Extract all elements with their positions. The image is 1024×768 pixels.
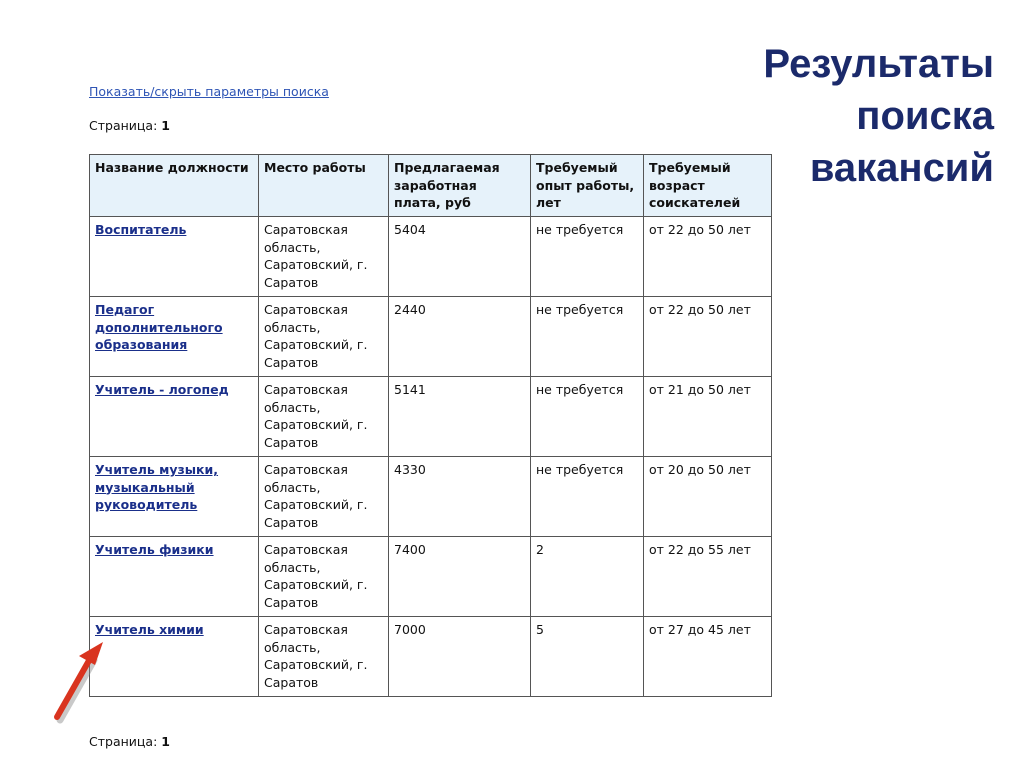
vacancy-link[interactable]: Учитель химии (95, 622, 204, 637)
table-row (90, 617, 772, 697)
column-header-experience: Требуемый опыт работы, лет (531, 155, 644, 217)
slide-title-line: вакансий (809, 146, 994, 190)
page-indicator-bottom (89, 734, 170, 749)
experience-cell: 5 (531, 617, 644, 697)
experience-cell: не требуется (531, 217, 644, 297)
salary-cell: 2440 (389, 297, 531, 377)
page-indicator-top (89, 118, 170, 133)
column-header-title: Название должности (90, 155, 259, 217)
workplace-cell: Саратовская область, Саратовский, г. Саратов (259, 537, 389, 617)
page-number: 1 (161, 118, 170, 133)
table-row (90, 297, 772, 377)
age-cell: от 22 до 55 лет (644, 537, 772, 617)
page-label: Страница: (89, 734, 158, 749)
age-cell: от 22 до 50 лет (644, 297, 772, 377)
experience-cell: не требуется (531, 297, 644, 377)
table-row (90, 377, 772, 457)
page-label: Страница: (89, 118, 158, 133)
column-header-salary: Предлагаемая заработная плата, руб (389, 155, 531, 217)
table-row (90, 217, 772, 297)
table-header-row (90, 155, 772, 217)
workplace-cell: Саратовская область, Саратовский, г. Саратов (259, 617, 389, 697)
page-number: 1 (161, 734, 170, 749)
table-row (90, 457, 772, 537)
age-cell: от 27 до 45 лет (644, 617, 772, 697)
salary-cell: 7400 (389, 537, 531, 617)
salary-cell: 5404 (389, 217, 531, 297)
experience-cell: 2 (531, 537, 644, 617)
table-row (90, 537, 772, 617)
column-header-place: Место работы (259, 155, 389, 217)
vacancy-link[interactable]: Учитель - логопед (95, 382, 229, 397)
slide-title-line: поиска (856, 94, 994, 138)
vacancy-link[interactable]: Воспитатель (95, 222, 187, 237)
workplace-cell: Саратовская область, Саратовский, г. Саратов (259, 457, 389, 537)
red-arrow-icon (48, 640, 118, 730)
slide-title-line: Результаты (763, 42, 994, 86)
age-cell: от 20 до 50 лет (644, 457, 772, 537)
vacancy-link[interactable]: Учитель физики (95, 542, 214, 557)
age-cell: от 21 до 50 лет (644, 377, 772, 457)
experience-cell: не требуется (531, 457, 644, 537)
column-header-age: Требуемый возраст соискателей (644, 155, 772, 217)
vacancy-link[interactable]: Педагог дополнительного образования (95, 302, 223, 352)
workplace-cell: Саратовская область, Саратовский, г. Саратов (259, 217, 389, 297)
toggle-search-params-link[interactable]: Показать/скрыть параметры поиска (89, 84, 329, 99)
workplace-cell: Саратовская область, Саратовский, г. Саратов (259, 297, 389, 377)
salary-cell: 5141 (389, 377, 531, 457)
salary-cell: 4330 (389, 457, 531, 537)
age-cell: от 22 до 50 лет (644, 217, 772, 297)
workplace-cell: Саратовская область, Саратовский, г. Саратов (259, 377, 389, 457)
vacancy-link[interactable]: Учитель музыки, музыкальный руководитель (95, 462, 219, 512)
experience-cell: не требуется (531, 377, 644, 457)
salary-cell: 7000 (389, 617, 531, 697)
vacancy-results-table (89, 154, 772, 697)
